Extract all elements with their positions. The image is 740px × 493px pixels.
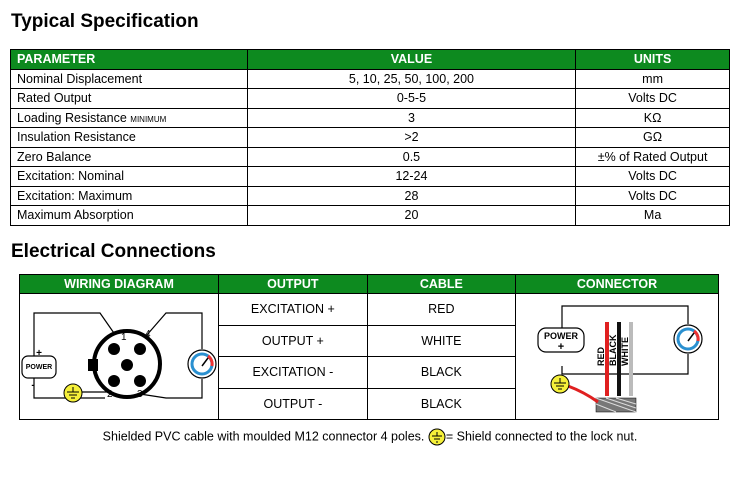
header-units: UNITS <box>576 50 730 70</box>
output-cell: EXCITATION - <box>219 357 368 389</box>
value-cell: 20 <box>247 206 575 226</box>
value-cell: 0.5 <box>247 147 575 167</box>
power-label: POWER <box>25 364 53 371</box>
wiring-diagram <box>20 294 218 416</box>
value-cell: 0-5-5 <box>247 89 575 109</box>
header-output: OUTPUT <box>219 275 368 294</box>
param-cell: Rated Output <box>11 89 248 109</box>
cable-cell: WHITE <box>367 325 515 357</box>
spec-title: Typical Specification <box>11 11 199 32</box>
connector-power-plus: + <box>557 341 565 353</box>
header-value: VALUE <box>247 50 575 70</box>
table-row <box>11 147 730 167</box>
wiring-diagram-cell <box>20 294 219 420</box>
pin-2: 2 <box>107 389 113 400</box>
specification-table <box>10 49 730 226</box>
header-wiring-diagram: WIRING DIAGRAM <box>20 275 219 294</box>
ground-icon <box>551 375 569 393</box>
param-cell: Loading Resistance MINIMUM <box>11 108 248 128</box>
ground-icon <box>428 428 446 446</box>
cable-cell: RED <box>367 294 515 326</box>
pin-4: 4 <box>145 329 151 340</box>
footer-text-after: = Shield connected to the lock nut. <box>445 429 638 444</box>
unit-cell: Volts DC <box>576 186 730 206</box>
electrical-connections-table <box>19 274 719 420</box>
power-minus: - <box>31 380 35 391</box>
header-cable: CABLE <box>367 275 515 294</box>
connector-cell <box>515 294 718 420</box>
param-cell: Insulation Resistance <box>11 128 248 148</box>
cable-cell: BLACK <box>367 388 515 420</box>
table-row <box>11 167 730 187</box>
unit-cell: mm <box>576 69 730 89</box>
param-cell: Maximum Absorption <box>11 206 248 226</box>
header-connector: CONNECTOR <box>515 275 718 294</box>
unit-cell: KΩ <box>576 108 730 128</box>
output-cell: OUTPUT - <box>219 388 368 420</box>
unit-cell: Volts DC <box>576 167 730 187</box>
table-row <box>11 128 730 148</box>
unit-cell: Ma <box>576 206 730 226</box>
output-cell: OUTPUT + <box>219 325 368 357</box>
wire-label-white: WHITE <box>619 337 630 366</box>
value-cell: 28 <box>247 186 575 206</box>
wire-label-black: BLACK <box>607 334 618 366</box>
table-row <box>20 294 719 326</box>
value-cell: >2 <box>247 128 575 148</box>
pin-3: 3 <box>137 389 143 400</box>
unit-cell: ±% of Rated Output <box>576 147 730 167</box>
connector-diagram <box>516 294 718 416</box>
table-row <box>11 69 730 89</box>
cable-cell: BLACK <box>367 357 515 389</box>
table-row <box>11 108 730 128</box>
param-cell: Excitation: Nominal <box>11 167 248 187</box>
param-cell: Nominal Displacement <box>11 69 248 89</box>
electrical-title: Electrical Connections <box>11 241 216 262</box>
footer-text-before: Shielded PVC cable with moulded M12 connector 4 poles. <box>102 429 425 444</box>
param-cell: Zero Balance <box>11 147 248 167</box>
pin-1: 1 <box>121 332 127 343</box>
param-suffix: MINIMUM <box>130 114 167 124</box>
table-row <box>11 186 730 206</box>
wire-label-red: RED <box>595 346 606 366</box>
table-row <box>11 89 730 109</box>
connector-power-label: POWER <box>543 331 578 341</box>
value-cell: 3 <box>247 108 575 128</box>
value-cell: 12-24 <box>247 167 575 187</box>
unit-cell: GΩ <box>576 128 730 148</box>
unit-cell: Volts DC <box>576 89 730 109</box>
table-row <box>11 206 730 226</box>
param-cell: Excitation: Maximum <box>11 186 248 206</box>
footer-note <box>0 428 740 446</box>
header-parameter: PARAMETER <box>11 50 248 70</box>
output-cell: EXCITATION + <box>219 294 368 326</box>
power-plus: + <box>36 348 42 359</box>
value-cell: 5, 10, 25, 50, 100, 200 <box>247 69 575 89</box>
